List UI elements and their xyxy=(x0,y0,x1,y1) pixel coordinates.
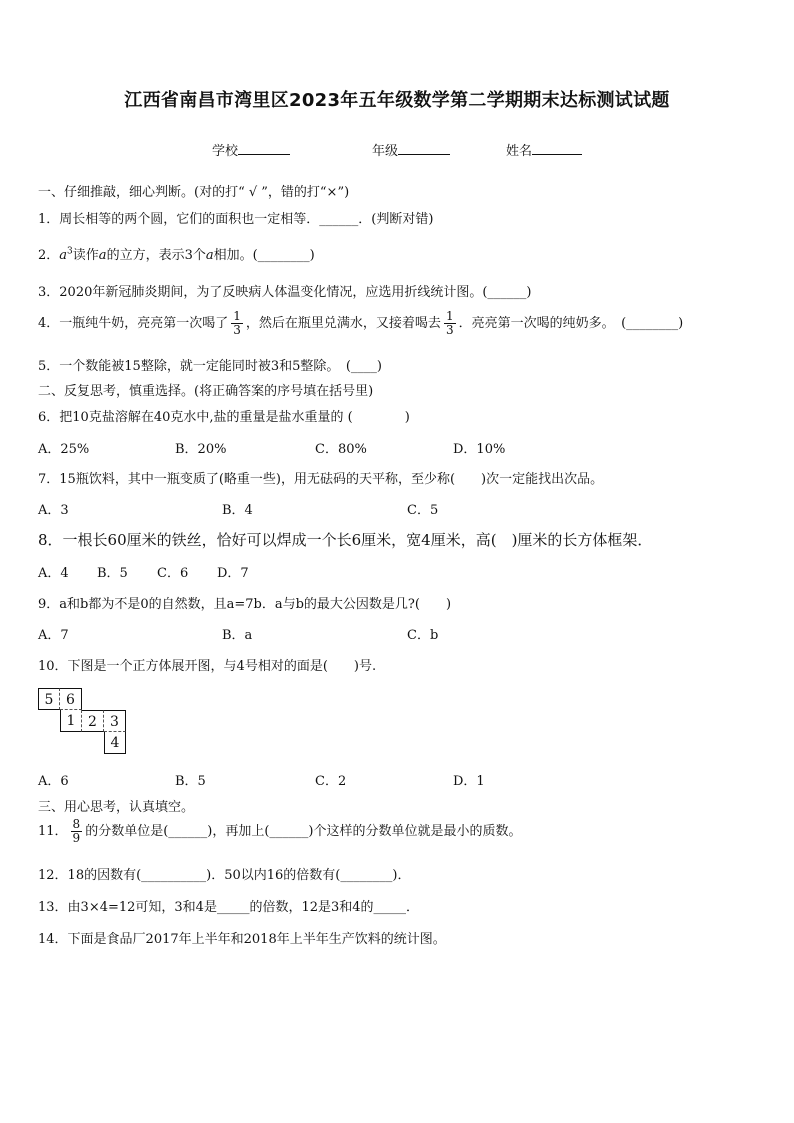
question-7: 7．15瓶饮料，其中一瓶变质了(略重一些)，用无砝码的天平称，至少称( )次一定能找出次品。 xyxy=(38,472,604,487)
q2-var: a xyxy=(98,248,107,263)
net-cell-6: 6 xyxy=(60,688,82,710)
page-title: 江西省南昌市湾里区2023年五年级数学第二学期期末达标测试试题 xyxy=(124,90,670,111)
question-5: 5．一个数能被15整除，就一定能同时被3和5整除。 (____) xyxy=(38,359,382,374)
net-cell-4: 4 xyxy=(104,732,126,754)
q2-text-c: 相加。(________) xyxy=(213,248,315,263)
grade-field xyxy=(372,140,450,159)
q4-text-b: ，然后在瓶里兑满水，又接着喝去 xyxy=(245,316,441,331)
net-cell-2: 2 xyxy=(82,710,104,732)
q4-numerator-2: 1 xyxy=(445,309,454,323)
q2-var-2: a xyxy=(205,248,214,263)
q7-option-b[interactable]: B．4 xyxy=(222,503,253,518)
q11-numerator: 8 xyxy=(72,817,81,831)
question-12: 12．18的因数有(__________)．50以内16的倍数有(________)． xyxy=(38,868,411,883)
q11-fraction xyxy=(71,818,83,845)
q2-base: a xyxy=(59,248,68,263)
section-1-heading: 一、仔细推敲，细心判断。(对的打“ √ ”，错的打“×”) xyxy=(38,185,350,200)
q4-text-c: ．亮亮第一次喝的纯奶多。 (________) xyxy=(458,316,684,331)
q2-text-a: 读作 xyxy=(72,248,99,263)
grade-label: 年级 xyxy=(372,144,399,159)
q2-text-b: 的立方，表示3个 xyxy=(106,248,206,263)
q6-option-d[interactable]: D．10% xyxy=(453,442,506,457)
net-cell-3: 3 xyxy=(104,710,126,732)
q10-option-a[interactable]: A．6 xyxy=(38,774,69,789)
q10-option-c[interactable]: C．2 xyxy=(315,774,347,789)
q8-option-d[interactable]: D．7 xyxy=(217,566,249,581)
cube-net-diagram xyxy=(38,688,138,754)
question-10: 10．下图是一个正方体展开图，与4号相对的面是( )号. xyxy=(38,659,377,674)
school-blank[interactable] xyxy=(238,142,290,155)
q6-option-b[interactable]: B．20% xyxy=(175,442,227,457)
section-2-heading: 二、反复思考，慎重选择。(将正确答案的序号填在括号里) xyxy=(38,384,374,399)
q2-exponent: 3 xyxy=(67,246,73,257)
school-label: 学校 xyxy=(212,144,239,159)
q4-denominator-2: 3 xyxy=(445,323,454,337)
question-9: 9．a和b都为不是0的自然数，且a=7b．a与b的最大公因数是几?( ) xyxy=(38,597,452,612)
q8-option-a[interactable]: A．4 xyxy=(38,566,69,581)
question-8: 8．一根长60厘米的铁丝，恰好可以焊成一个长6厘米，宽4厘米，高( )厘米的长方体框架． xyxy=(38,531,653,549)
q10-option-d[interactable]: D．1 xyxy=(453,774,485,789)
name-blank[interactable] xyxy=(532,142,582,155)
q4-fraction-2 xyxy=(444,310,456,337)
q9-option-a[interactable]: A．7 xyxy=(38,628,69,643)
name-label: 姓名 xyxy=(506,144,533,159)
q9-option-b[interactable]: B．a xyxy=(222,628,253,643)
q2-number: 2． xyxy=(38,248,60,263)
q9-option-c[interactable]: C．b xyxy=(407,628,439,643)
question-14: 14．下面是食品厂2017年上半年和2018年上半年生产饮料的统计图。 xyxy=(38,932,446,947)
q4-fraction-1 xyxy=(231,310,243,337)
net-cell-5: 5 xyxy=(38,688,60,710)
question-13: 13．由3×4=12可知，3和4是_____的倍数，12是3和4的_____． xyxy=(38,900,420,915)
question-6: 6．把10克盐溶解在40克水中,盐的重量是盐水重量的 ( ) xyxy=(38,410,410,425)
q11-text: 的分数单位是(______)，再加上(______)个这样的分数单位就是最小的质数。 xyxy=(85,824,522,839)
section-3-heading: 三、用心思考，认真填空。 xyxy=(38,800,195,815)
question-4 xyxy=(38,310,683,337)
question-2 xyxy=(38,244,315,263)
grade-blank[interactable] xyxy=(398,142,450,155)
q7-option-c[interactable]: C．5 xyxy=(407,503,439,518)
school-field xyxy=(212,140,290,159)
question-11 xyxy=(38,818,521,845)
q10-option-b[interactable]: B．5 xyxy=(175,774,206,789)
question-3: 3．2020年新冠肺炎期间，为了反映病人体温变化情况，应选用折线统计图。(______) xyxy=(38,285,532,300)
q8-option-c[interactable]: C．6 xyxy=(157,566,189,581)
q4-text-a: 4．一瓶纯牛奶，亮亮第一次喝了 xyxy=(38,316,229,331)
question-1: 1．周长相等的两个圆，它们的面积也一定相等．______．(判断对错) xyxy=(38,212,434,227)
name-field xyxy=(506,140,582,159)
q11-number: 11． xyxy=(38,824,68,839)
net-cell-1: 1 xyxy=(60,710,82,732)
q8-option-b[interactable]: B．5 xyxy=(97,566,128,581)
q6-option-a[interactable]: A．25% xyxy=(38,442,90,457)
q4-numerator-1: 1 xyxy=(233,309,241,323)
q7-option-a[interactable]: A．3 xyxy=(38,503,69,518)
q6-option-c[interactable]: C．80% xyxy=(315,442,367,457)
q11-denominator: 9 xyxy=(72,831,81,845)
q4-denominator-1: 3 xyxy=(233,323,241,337)
